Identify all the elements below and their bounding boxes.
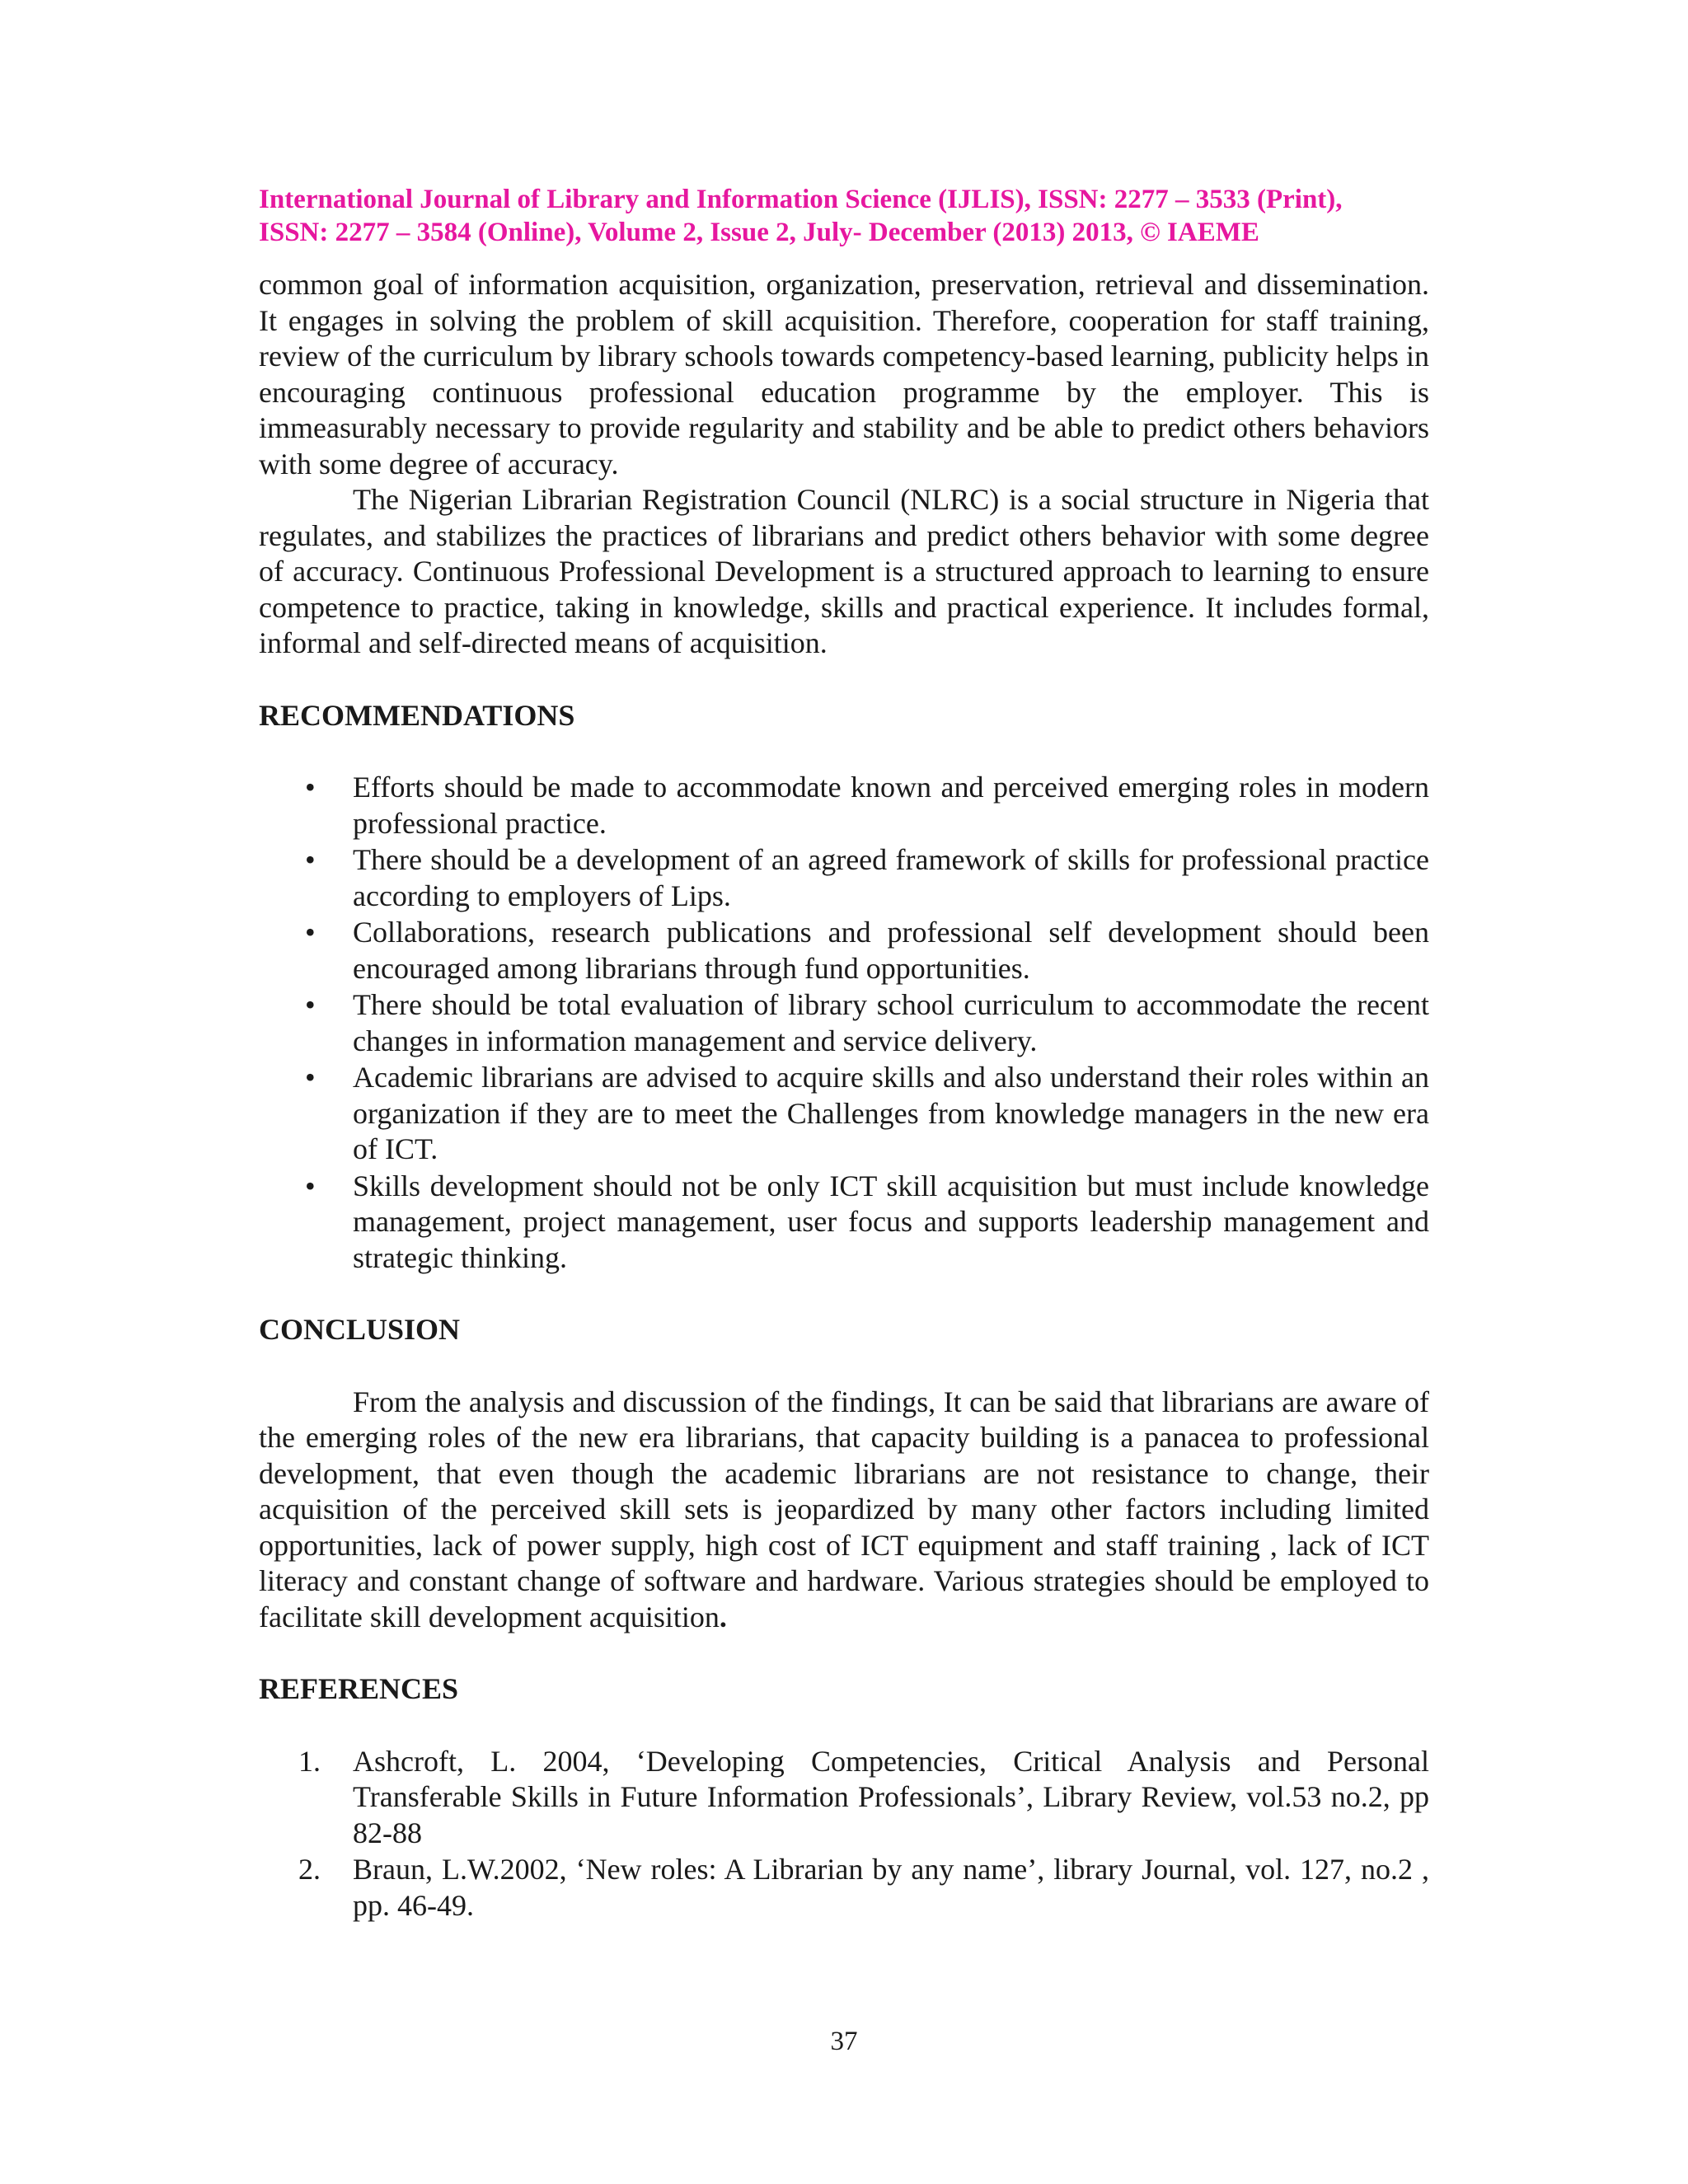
recommendation-text: Collaborations, research publications and professional self development should been encouraged among librarians through fund opportunities. xyxy=(353,916,1429,985)
reference-text: Braun, L.W.2002, ‘New roles: A Librarian by any name’, library Journal, vol. 127, no.2 , pp. 46-49. xyxy=(353,1853,1429,1922)
reference-text: Ashcroft, L. 2004, ‘Developing Competencies, Critical Analysis and Personal Transferable Skills in Future Information Professionals’, Library Review, vol.53 no.2, pp 82-88 xyxy=(353,1744,1429,1849)
recommendation-text: Efforts should be made to accommodate known and perceived emerging roles in modern professional practice. xyxy=(353,771,1429,840)
bullet-icon: • xyxy=(305,988,316,1021)
journal-header-line-2: ISSN: 2277 – 3584 (Online), Volume 2, Issue 2, July- December (2013) 2013, © IAEME xyxy=(259,218,1259,247)
conclusion-heading: CONCLUSION xyxy=(259,1313,461,1346)
body-paragraph-2: The Nigerian Librarian Registration Council (NLRC) is a social structure in Nigeria that regulates, and stabilizes the practices of librarians and predict others behavior with some degree of accuracy. Continuous Professional Development is a structured approach to learning to ensure competence to practice, taking in knowledge, skills and practical experience. It includes formal, informal and self-directed means of acquisition. xyxy=(259,483,1429,659)
recommendation-item xyxy=(259,915,1429,987)
body-paragraph-1: common goal of information acquisition, organization, preservation, retrieval and dissemination. It engages in solving the problem of skill acquisition. Therefore, cooperation for staff training, review of the curriculum by library schools towards competency-based learning, publicity helps in encouraging continuous professional education programme by the employer. This is immeasurably necessary to provide regularity and stability and be able to predict others behaviors with some degree of accuracy. xyxy=(259,268,1429,480)
recommendations-heading: RECOMMENDATIONS xyxy=(259,698,575,732)
recommendation-item xyxy=(259,1169,1429,1277)
journal-header xyxy=(259,183,1429,249)
recommendation-text: There should be total evaluation of library school curriculum to accommodate the recent changes in information management and service delivery. xyxy=(353,988,1429,1057)
conclusion-paragraph xyxy=(259,1385,1429,1636)
recommendation-item xyxy=(259,842,1429,914)
reference-number: 2. xyxy=(298,1853,321,1886)
reference-item xyxy=(259,1744,1429,1852)
recommendation-text: Skills development should not be only ICT skill acquisition but must include knowledge management, project management, user focus and supports leadership management and strategic thinking. xyxy=(353,1169,1429,1274)
recommendation-item xyxy=(259,770,1429,841)
conclusion-end-mark: . xyxy=(719,1600,727,1633)
recommendations-list xyxy=(259,770,1429,1276)
reference-item xyxy=(259,1852,1429,1924)
references-list xyxy=(259,1744,1429,1924)
recommendation-item xyxy=(259,1060,1429,1168)
page-number: 37 xyxy=(830,2027,858,2056)
conclusion-text: From the analysis and discussion of the findings, It can be said that librarians are aware of the emerging roles of the new era librarians, that capacity building is a panacea to professional development, that even though the academic librarians are not resistance to change, their acquisition of the perceived skill sets is jeopardized by many other factors including limited opportunities, lack of power supply, high cost of ICT equipment and staff training , lack of ICT literacy and constant change of software and hardware. Various strategies should be employed to facilitate skill development acquisition xyxy=(259,1385,1429,1633)
references-heading: REFERENCES xyxy=(259,1672,459,1705)
reference-number: 1. xyxy=(298,1744,321,1778)
bullet-icon: • xyxy=(305,916,316,949)
recommendation-text: There should be a development of an agreed framework of skills for professional practice according to employers of Lips. xyxy=(353,843,1429,912)
bullet-icon: • xyxy=(305,771,316,804)
journal-header-line-1: International Journal of Library and Information Science (IJLIS), ISSN: 2277 – 3533 (Print), xyxy=(259,185,1343,214)
recommendation-text: Academic librarians are advised to acquire skills and also understand their roles within an organization if they are to meet the Challenges from knowledge managers in the new era of ICT. xyxy=(353,1061,1429,1165)
recommendation-item xyxy=(259,987,1429,1059)
bullet-icon: • xyxy=(305,1061,316,1094)
bullet-icon: • xyxy=(305,1169,316,1202)
bullet-icon: • xyxy=(305,843,316,876)
page-content xyxy=(259,183,1429,1924)
